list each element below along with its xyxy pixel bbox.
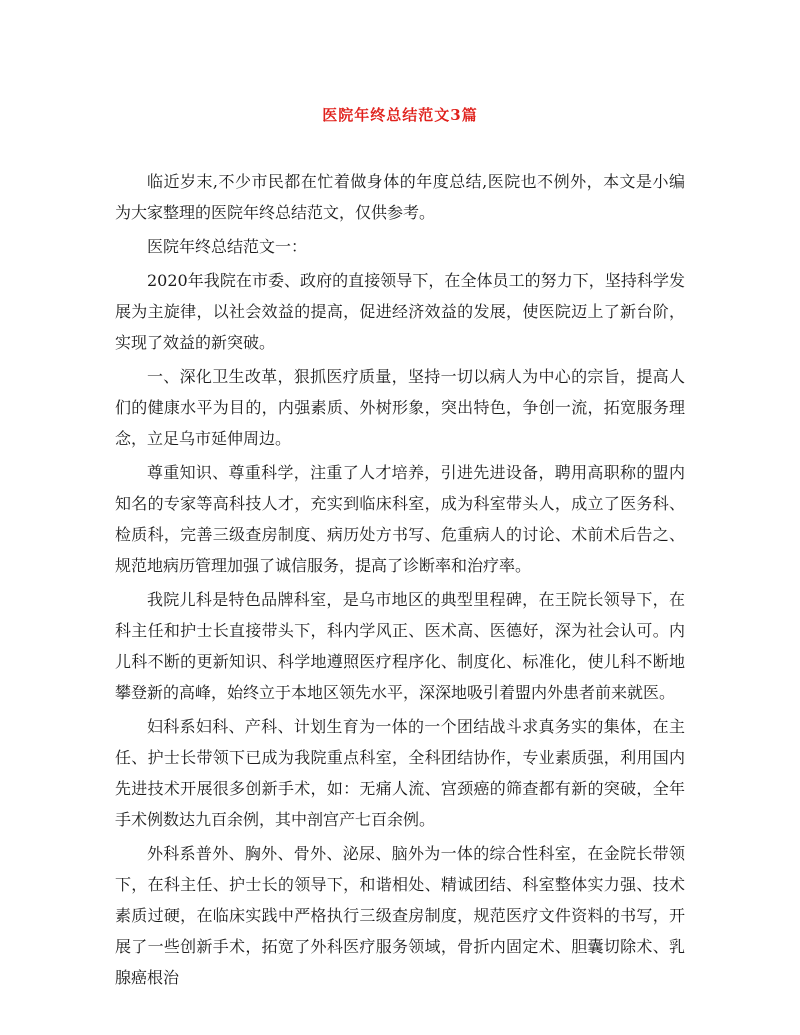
paragraph-reform: 一、深化卫生改革，狠抓医疗质量，坚持一切以病人为中心的宗旨，提高人们的健康水平为目的，内强素质、外树形象，突出特色，争创一流，拓宽服务理念，立足乌市延伸周边。 <box>115 367 685 448</box>
document-body <box>115 166 685 996</box>
paragraph-surgery: 外科系普外、胸外、骨外、泌尿、脑外为一体的综合性科室，在金院长带领下，在科主任、护士长的领导下，和谐相处、精诚团结、科室整体实力强、技术素质过硬，在临床实践中严格执行三级查房制度，规范医疗文件资料的书写，开展了一些创新手术，拓宽了外科医疗服务领域，骨折内固定术、胆囊切除术、乳腺癌根治 <box>115 844 685 987</box>
paragraph-section-heading: 医院年终总结范文一： <box>147 237 308 256</box>
document-title: 医院年终总结范文3篇 <box>322 106 478 124</box>
paragraph-intro: 临近岁末,不少市民都在忙着做身体的年度总结,医院也不例外，本文是小编为大家整理的医院年终总结范文，仅供参考。 <box>115 172 685 222</box>
paragraph-pediatrics: 我院儿科是特色品牌科室，是乌市地区的典型里程碑，在王院长领导下，在科主任和护士长直接带头下，科内学风正、医术高、医德好，深为社会认可。内儿科不断的更新知识、科学地遵照医疗程序化、制度化、标准化，使儿科不断地攀登新的高峰，始终立于本地区领先水平，深深地吸引着盟内外患者前来就医。 <box>115 590 685 702</box>
paragraph-overview: 2020年我院在市委、政府的直接领导下，在全体员工的努力下，坚持科学发展为主旋律，以社会效益的提高，促进经济效益的发展，使医院迈上了新台阶，实现了效益的新突破。 <box>115 271 685 352</box>
paragraph-gynecology: 妇科系妇科、产科、计划生育为一体的一个团结战斗求真务实的集体，在主任、护士长带领下已成为我院重点科室，全科团结协作，专业素质强，利用国内先进技术开展很多创新手术，如：无痛人流、宫颈癌的筛查都有新的突破，全年手术例数达九百余例，其中剖宫产七百余例。 <box>115 717 685 829</box>
paragraph-talent: 尊重知识、尊重科学，注重了人才培养，引进先进设备，聘用高职称的盟内知名的专家等高科技人才，充实到临床科室，成为科室带头人，成立了医务科、检质科，完善三级查房制度、病历处方书写、危重病人的讨论、术前术后告之、规范地病历管理加强了诚信服务，提高了诊断率和治疗率。 <box>115 463 685 575</box>
